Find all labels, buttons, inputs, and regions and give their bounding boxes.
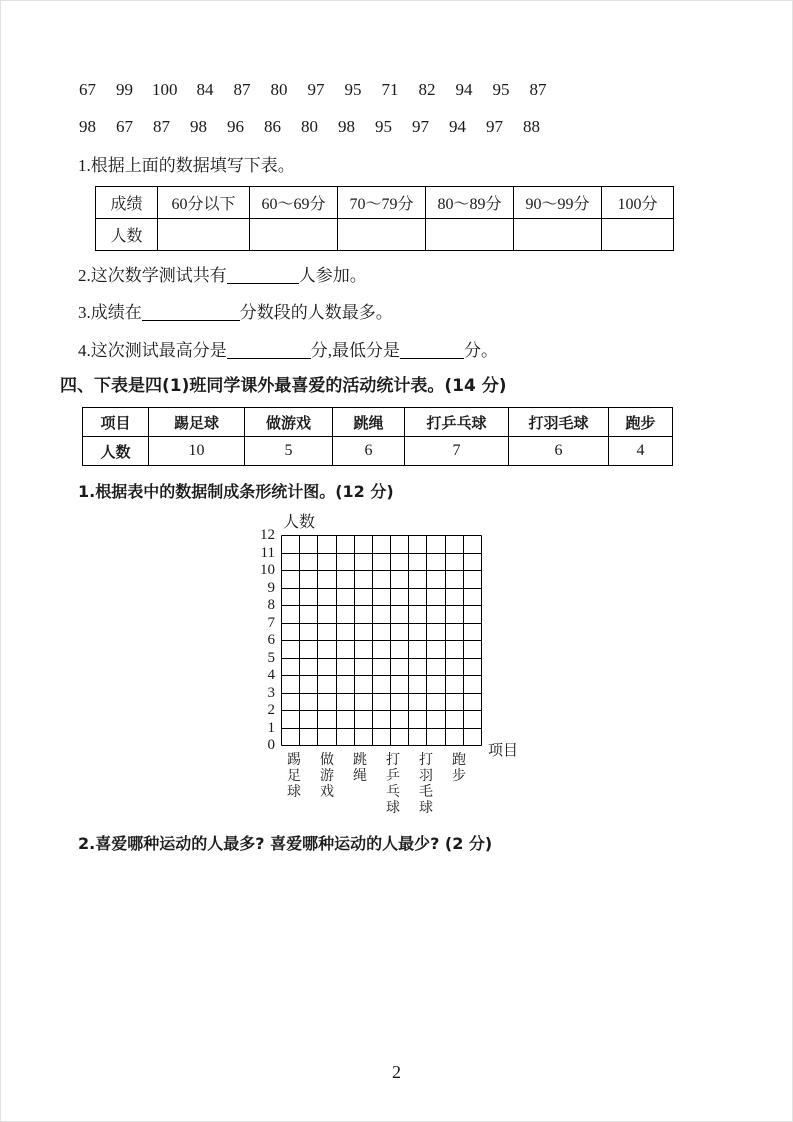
category-label-char: 羽 (419, 769, 433, 784)
table-value-cell (158, 219, 250, 251)
y-axis-tick-label: 5 (267, 649, 275, 666)
category-label-char: 打 (386, 753, 400, 768)
category-label-char: 乒 (386, 769, 400, 784)
category-label-char: 踢 (287, 753, 301, 768)
y-axis-tick-label: 9 (267, 579, 275, 596)
score-value: 87 (153, 117, 170, 136)
x-axis-category-label (284, 753, 304, 801)
table-header-cell: 成绩 (96, 187, 158, 219)
score-value: 87 (529, 80, 547, 99)
question-4-text: 分,最低分是 (310, 341, 400, 360)
category-label-char: 做 (320, 753, 334, 768)
table-value-cell: 7 (405, 437, 509, 466)
category-label-char: 跑 (452, 753, 466, 768)
category-label-char: 戏 (320, 785, 334, 800)
question-4-text: 4.这次测试最高分是 (78, 341, 227, 360)
table-value-cell: 10 (149, 437, 245, 466)
table-value-cell (426, 219, 514, 251)
score-value: 87 (233, 80, 251, 99)
table-header-cell: 60～69分 (250, 187, 338, 219)
y-axis-tick-label: 2 (267, 702, 275, 718)
score-value: 100 (152, 80, 178, 99)
y-axis-tick-label: 10 (260, 562, 275, 578)
y-axis-tick-label: 8 (267, 597, 275, 613)
score-value: 97 (307, 80, 325, 99)
answer-blank (142, 305, 240, 321)
answer-blank (400, 343, 464, 359)
score-value: 86 (264, 117, 281, 136)
table-header-cell: 打乒乓球 (405, 408, 509, 437)
table-header-cell: 90～99分 (514, 187, 602, 219)
x-axis-label: 项目 (488, 743, 519, 759)
table-value-cell (250, 219, 338, 251)
score-value: 67 (79, 80, 96, 99)
category-label-char: 游 (320, 769, 334, 784)
score-value: 80 (270, 80, 288, 99)
y-axis-tick-label: 12 (260, 527, 275, 543)
score-value: 95 (492, 80, 510, 99)
score-value: 97 (412, 117, 429, 136)
question-2 (78, 261, 367, 286)
score-value: 98 (338, 117, 355, 136)
table-header-cell: 80～89分 (426, 187, 514, 219)
score-value: 94 (449, 117, 466, 136)
table-value-cell (602, 219, 674, 251)
category-label-char: 绳 (353, 769, 367, 784)
question-1: 1.根据上面的数据填写下表。 (78, 156, 295, 175)
score-value: 98 (190, 117, 207, 136)
question-4-text: 分。 (464, 341, 498, 360)
category-label-char: 步 (452, 769, 466, 784)
y-axis-tick-label: 0 (267, 737, 275, 753)
category-label-char: 跳 (353, 753, 367, 768)
x-axis-category-label (383, 753, 403, 817)
score-value: 94 (455, 80, 473, 99)
table-header-cell: 项目 (83, 408, 149, 437)
score-value: 67 (116, 117, 133, 136)
y-axis-tick-label: 6 (267, 632, 275, 648)
y-axis-tick-label: 3 (267, 684, 275, 701)
score-value: 95 (344, 80, 362, 99)
y-axis-tick-label: 1 (267, 719, 275, 736)
page-number: 2 (392, 1062, 401, 1082)
category-label-char: 乓 (386, 785, 400, 800)
table-row-label: 人数 (96, 219, 158, 251)
score-data-row-2 (78, 117, 541, 137)
score-data-row-1 (78, 80, 548, 100)
x-axis-category-label (350, 753, 370, 785)
score-value: 99 (116, 80, 133, 99)
question-2-text: 2.这次数学测试共有 (78, 266, 227, 285)
category-label-char: 球 (419, 801, 433, 816)
table-value-cell: 6 (509, 437, 609, 466)
table-header-cell: 跑步 (609, 408, 673, 437)
question-3-text: 3.成绩在 (78, 303, 142, 322)
table-header-cell: 70～79分 (338, 187, 426, 219)
y-axis-tick-label: 4 (267, 667, 275, 683)
y-axis-tick-label: 11 (260, 544, 275, 561)
question-2-text: 人参加。 (298, 266, 367, 285)
table-row-label: 人数 (83, 437, 149, 466)
category-label-char: 球 (287, 785, 301, 800)
table-value-cell (338, 219, 426, 251)
answer-blank (227, 268, 299, 284)
score-value: 71 (381, 80, 399, 99)
table-header-cell: 60分以下 (158, 187, 250, 219)
y-axis-tick-label: 7 (267, 614, 275, 631)
score-value: 84 (196, 80, 214, 99)
table-value-cell: 5 (245, 437, 333, 466)
question-4 (78, 336, 498, 361)
y-axis-label: 人数 (283, 514, 316, 531)
category-label-char: 打 (419, 753, 433, 768)
score-value: 82 (418, 80, 436, 99)
answer-blank (227, 343, 311, 359)
question-3 (78, 298, 393, 323)
x-axis-category-label (317, 753, 337, 801)
table-value-cell: 4 (609, 437, 673, 466)
question-3-text: 分数段的人数最多。 (239, 303, 393, 322)
category-label-char: 毛 (419, 785, 433, 800)
score-value: 98 (79, 117, 96, 136)
category-label-char: 足 (287, 769, 301, 784)
table-header-cell: 打羽毛球 (509, 408, 609, 437)
section-4-title: 四、下表是四(1)班同学课外最喜爱的活动统计表。(14 分) (60, 376, 507, 396)
table-value-cell: 6 (333, 437, 405, 466)
bar-chart-area (245, 503, 585, 835)
category-label-char: 球 (386, 801, 400, 816)
x-axis-category-label (449, 753, 469, 785)
table-header-cell: 100分 (602, 187, 674, 219)
activity-table (82, 407, 673, 466)
table-header-cell: 踢足球 (149, 408, 245, 437)
x-axis-category-label (416, 753, 436, 817)
table-header-cell: 做游戏 (245, 408, 333, 437)
score-frequency-table (95, 186, 674, 251)
chart-grid (281, 535, 482, 746)
score-value: 95 (375, 117, 392, 136)
score-value: 96 (227, 117, 244, 136)
table-value-cell (514, 219, 602, 251)
score-value: 88 (523, 117, 540, 136)
section-4-question-1: 1.根据表中的数据制成条形统计图。(12 分) (78, 482, 394, 501)
score-value: 97 (486, 117, 503, 136)
section-4-question-2: 2.喜爱哪种运动的人最多? 喜爱哪种运动的人最少? (2 分) (78, 834, 493, 853)
table-header-cell: 跳绳 (333, 408, 405, 437)
score-value: 80 (301, 117, 318, 136)
